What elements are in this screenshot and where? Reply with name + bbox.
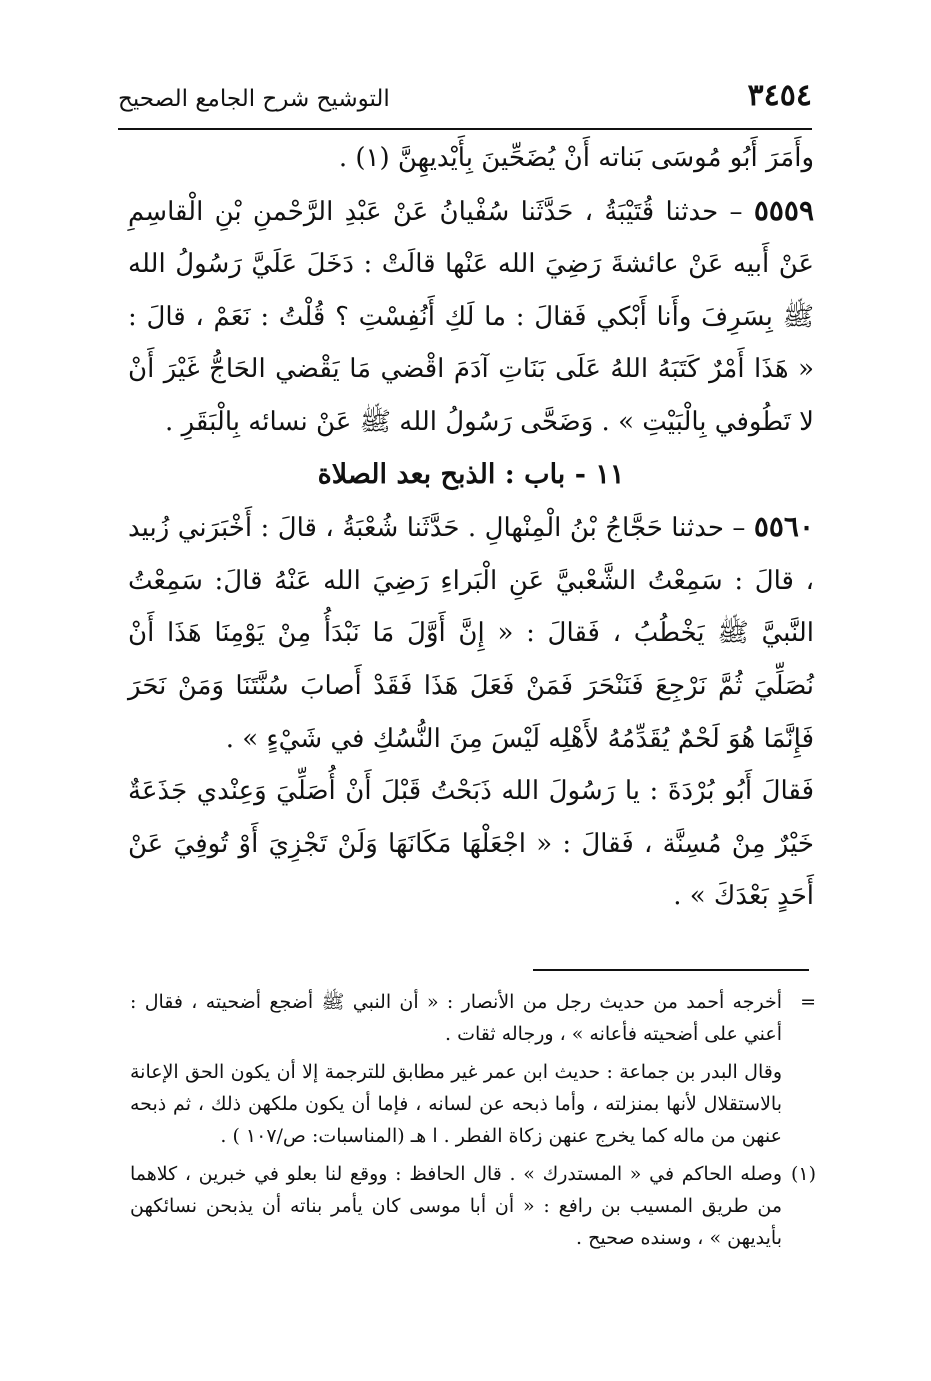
- footnote-text: وقال البدر بن جماعة : حديث ابن عمر غير مطابق للترجمة إلا أن يكون الحق الإعانة بالاستقلال لأنها بمنزلته ، وأما ذبحه عن لسانه ، فإما أن يكون ملكهن ذلك ، ثم ذبحه عنهن من ماله كما يخرج عنهن زكاة الفطر . ا هـ (المناسبات: ص/١٠٧ ) .: [130, 1061, 782, 1147]
- hadith-number: ٥٥٦٠: [753, 510, 814, 544]
- hadith-text: – حدثنا قُتَيْبَةُ ، حَدَّثَنا سُفْيانُ عَنْ عَبْدِ الرَّحْمنِ بْنِ الْقاسِمِ عَنْ أَبيه عَنْ عائشةَ رَضِيَ الله عَنْها قالَتْ : دَخَلَ عَلَيَّ رَسُولُ الله ﷺ بِسَرِفَ وأَنا أَبْكي فَقالَ : ما لَكِ أَنُفِسْتِ ؟ قُلْتُ : نَعَمْ ، قالَ : « هَذَا أَمْرٌ كَتَبَهُ اللهُ عَلَى بَنَاتِ آدَمَ اقْضي مَا يَقْضي الحَاجُّ غَيْرَ أَنْ لا تَطُوفي بِالْبَيْتِ » . وَضَحَّى رَسُولُ الله ﷺ عَنْ نسائه بِالْبَقَرِ .: [128, 196, 814, 437]
- main-text: [128, 132, 814, 923]
- hadith-text: فَقالَ أَبُو بُرْدَةَ : يا رَسُولَ الله ذَبَحْتُ قَبْلَ أَنْ أُصَلِّيَ وَعِنْدي جَذَعَةٌ خَيْرٌ مِنْ مُسِنَّة ، فَقالَ : « اجْعَلْهَا مَكَانَهَا وَلَنْ تَجْزِيَ أَوْ تُوفِيَ عَنْ أَحَدٍ بَعْدَكَ » .: [128, 776, 814, 912]
- hadith-5559: [128, 185, 814, 449]
- footnote: [130, 1158, 816, 1254]
- running-title: التوشيح شرح الجامع الصحيح: [118, 86, 390, 112]
- page-header: [118, 78, 812, 128]
- footnote-text: وصله الحاكم في « المستدرك » . قال الحافظ : ووقع لنا بعلو في خبرين ، كلاهما من طريق المسيب بن رافع : « أن أبا موسى كان يأمر بناته أن يذبحن نسائكهن بأيديهن » ، وسنده صحيح .: [130, 1163, 782, 1249]
- hadith-5560-continued: [128, 765, 814, 923]
- header-rule: [118, 128, 812, 130]
- footnote-mark: [782, 1056, 816, 1152]
- hadith-number: ٥٥٥٩: [753, 193, 814, 227]
- footnote: [130, 1056, 816, 1152]
- footnote-text: أخرجه أحمد من حديث رجل من الأنصار : « أن النبي ﷺ أضجع أضحيته ، فقال : أعني على أضحيته فأعانه » ، ورجاله ثقات .: [130, 991, 782, 1045]
- chapter-title: ١١ - باب : الذبح بعد الصلاة: [317, 458, 625, 490]
- hadith-5560: [128, 501, 814, 765]
- footnote: [130, 986, 816, 1050]
- footnote-rule: [533, 969, 809, 971]
- footnotes: [130, 986, 816, 1260]
- hadith-text: – حدثنا حَجَّاجُ بْنُ الْمِنْهالِ . حَدَّثَنا شُعْبَةُ ، قالَ : أَخْبَرَني زُبيد ، قالَ : سَمِعْتُ الشَّعْبيَّ عَنِ الْبَراءِ رَضِيَ الله عَنْهُ قالَ: سَمِعْتُ النَّبيَّ ﷺ يَخْطُبُ ، فَقالَ : « إِنَّ أَوَّلَ مَا نَبْدَأُ مِنْ يَوْمِنَا هَذَا أَنْ نُصَلِّيَ ثُمَّ نَرْجِعَ فَنَنْحَرَ فَمَنْ فَعَلَ هَذَا فَقَدْ أَصابَ سُنَّتَنَا وَمَنْ نَحَرَ فَإِنَّمَا هُوَ لَحْمٌ يُقَدِّمُهُ لأَهْلِه لَيْسَ مِنَ النُّسُكِ في شَيْءٍ » .: [128, 513, 814, 754]
- footnote-mark: =: [800, 991, 816, 1013]
- footnote-mark: (١): [790, 1163, 816, 1185]
- continuation-line: [128, 132, 814, 185]
- continuation-text: وأَمَرَ أَبُو مُوسَى بَناته أَنْ يُضَحِّينَ بِأَيْديهِنَّ (١) .: [338, 143, 814, 173]
- page-number: ٣٤٥٤: [747, 78, 812, 113]
